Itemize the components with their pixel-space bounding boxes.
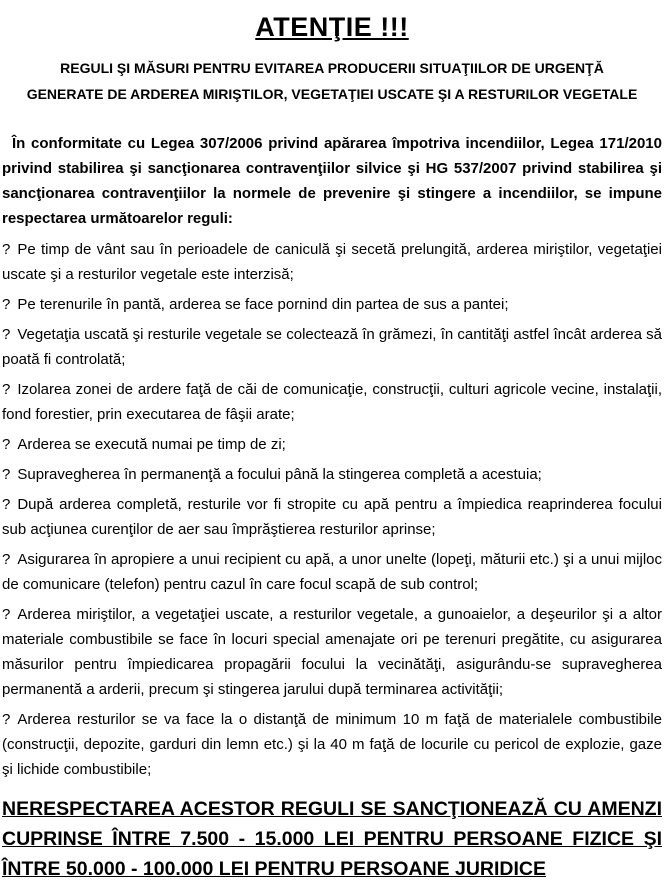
bullet-question-mark: ? (2, 711, 11, 728)
rule-text: Asigurarea în apropiere a unui recipient cu apă, a unor unelte (lopeţi, măturii etc.) şi a unui mijloc de comunicare (telefon) pentru cazul în care focul scapă de sub control; (2, 551, 662, 593)
bullet-question-mark: ? (2, 241, 11, 258)
rule-text: Pe terenurile în pantă, arderea se face pornind din partea de sus a pantei; (17, 296, 509, 313)
rule-text: Izolarea zonei de ardere faţă de căi de comunicaţie, construcţii, culturi agricole vecine, instalaţii, fond forestier, prin executarea de fâşii arate; (2, 381, 662, 423)
intro-paragraph: În conformitate cu Legea 307/2006 privind apărarea împotriva incendiilor, Legea 171/2010 privind stabilirea şi sancţionarea contravenţiilor silvice şi HG 537/2007 privind stabilirea şi sancţionarea contravenţiilor la normele de prevenire şi stingere a incendiilor, se impune respectarea următoarelor reguli: (2, 135, 662, 227)
rule-item (2, 237, 662, 287)
rule-item (2, 432, 662, 457)
rule-text: După arderea completă, resturile vor fi stropite cu apă pentru a împiedica reaprinderea focului sub acţiunea curenţilor de aer sau împrăştierea resturilor aprinse; (2, 496, 662, 538)
rule-item (2, 492, 662, 542)
document-subtitle: REGULI ŞI MĂSURI PENTRU EVITAREA PRODUCERII SITUAŢIILOR DE URGENŢĂ GENERATE DE ARDEREA MIRIŞTILOR, VEGETAŢIEI USCATE ŞI A RESTURILOR VEGETALE (26, 60, 638, 102)
rule-item (2, 322, 662, 372)
rule-text: Vegetaţia uscată şi resturile vegetale se colectează în grămezi, în cantităţi astfel încât arderea să poată fi controlată; (2, 326, 662, 368)
bullet-question-mark: ? (2, 381, 11, 398)
page-title: ATENŢIE !!! (255, 12, 409, 42)
bullet-question-mark: ? (2, 436, 11, 453)
sanctions-warning: NERESPECTAREA ACESTOR REGULI SE SANCŢIONEAZĂ CU AMENZI CUPRINSE ÎNTRE 7.500 - 15.000 LEI PENTRU PERSOANE FIZICE ŞI ÎNTRE 50.000 - 100.000 LEI PENTRU PERSOANE JURIDICE (2, 798, 662, 880)
bullet-question-mark: ? (2, 326, 11, 343)
bullet-question-mark: ? (2, 296, 11, 313)
bullet-question-mark: ? (2, 606, 11, 623)
rule-item (2, 707, 662, 782)
rule-text: Pe timp de vânt sau în perioadele de caniculă şi secetă prelungită, arderea miriştilor, vegetaţiei uscate şi a resturilor vegetale este interzisă; (2, 241, 662, 283)
rule-item (2, 547, 662, 597)
rule-text: Arderea resturilor se va face la o distanţă de minimum 10 m faţă de materialele combustibile (construcţii, depozite, garduri din lemn etc.) şi la 40 m faţă de locurile cu pericol de explozie, gaze şi lichide combustibile; (2, 711, 662, 778)
rule-item (2, 377, 662, 427)
bullet-question-mark: ? (2, 466, 11, 483)
bullet-question-mark: ? (2, 496, 11, 513)
rule-text: Supravegherea în permanenţă a focului până la stingerea completă a acestuia; (17, 466, 542, 483)
rule-text: Arderea miriştilor, a vegetaţiei uscate, a resturilor vegetale, a gunoaielor, a deşeurilor şi a altor materiale combustibile se face în locuri special amenajate ori pe terenuri pregătite, cu asigurarea măsurilor pentru împiedicarea propagării focului la vecinătăţi, asigurându-se supravegherea permanentă a arderii, precum şi stingerea jarului după terminarea activităţii; (2, 606, 662, 698)
rule-item (2, 292, 662, 317)
rule-item (2, 602, 662, 702)
bullet-question-mark: ? (2, 551, 11, 568)
rule-item (2, 462, 662, 487)
rule-text: Arderea se execută numai pe timp de zi; (17, 436, 286, 453)
